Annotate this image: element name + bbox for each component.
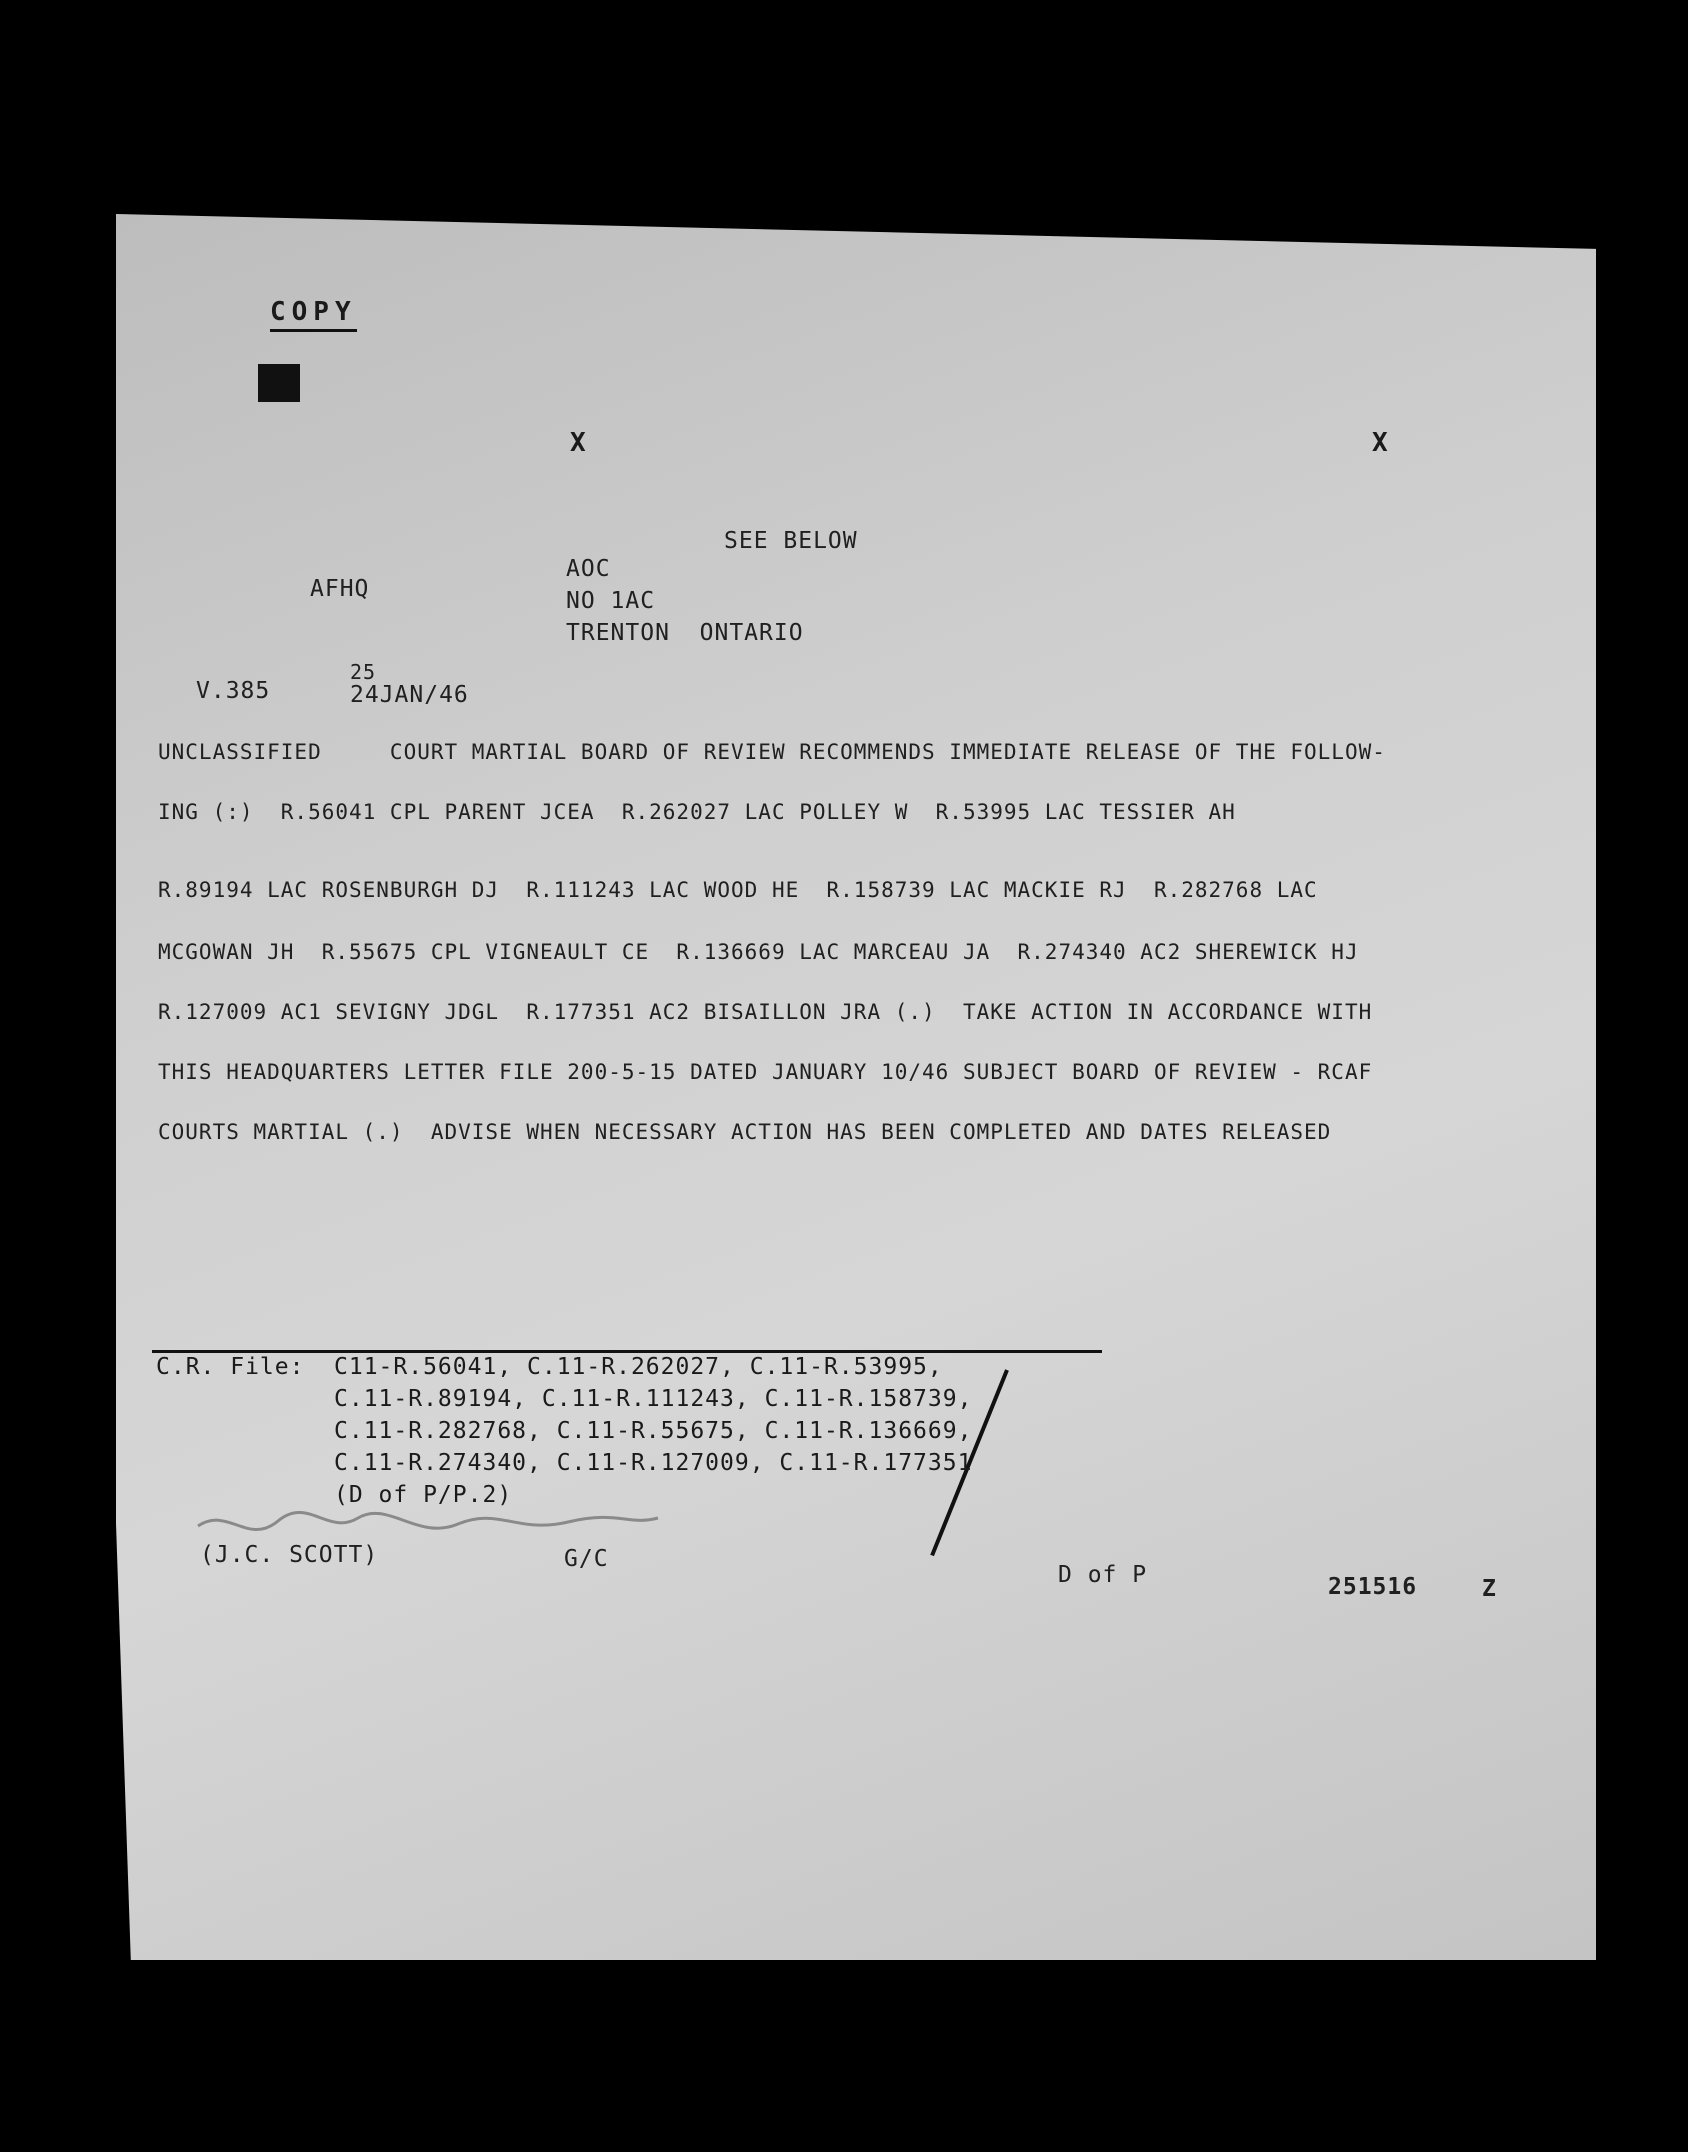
reference-date: 24JAN/46 xyxy=(350,682,469,708)
body-line-7: COURTS MARTIAL (.) ADVISE WHEN NECESSARY ACTION HAS BEEN COMPLETED AND DATES RELEASED xyxy=(158,1120,1332,1144)
body-line-5: R.127009 AC1 SEVIGNY JDGL R.177351 AC2 BISAILLON JRA (.) TAKE ACTION IN ACCORDANCE WITH xyxy=(158,1000,1373,1024)
to-line-2: NO 1AC xyxy=(566,588,656,614)
office-line: D of P xyxy=(1058,1562,1148,1588)
file-label: C.R. File: xyxy=(156,1354,305,1380)
to-line-3: TRENTON ONTARIO xyxy=(566,620,804,646)
document-page xyxy=(116,214,1596,1960)
to-line-1: AOC xyxy=(566,556,611,582)
time-group: 251516 xyxy=(1328,1574,1418,1600)
body-line-6: THIS HEADQUARTERS LETTER FILE 200-5-15 DATED JANUARY 10/46 SUBJECT BOARD OF REVIEW - RCAF xyxy=(158,1060,1373,1084)
signatory: (J.C. SCOTT) xyxy=(200,1542,379,1568)
x-mark-right: X xyxy=(1372,428,1388,458)
x-mark-left: X xyxy=(570,428,586,458)
signatory-rank: G/C xyxy=(564,1546,609,1572)
body-line-1: UNCLASSIFIED COURT MARTIAL BOARD OF REVIEW RECOMMENDS IMMEDIATE RELEASE OF THE FOLLOW- xyxy=(158,740,1386,764)
copy-stamp: COPY xyxy=(270,297,357,332)
file-line-2: C.11-R.89194, C.11-R.111243, C.11-R.158739, xyxy=(334,1386,973,1412)
ink-blot xyxy=(258,364,300,402)
body-line-2: ING (:) R.56041 CPL PARENT JCEA R.262027 LAC POLLEY W R.53995 LAC TESSIER AH xyxy=(158,800,1236,824)
body-line-3: R.89194 LAC ROSENBURGH DJ R.111243 LAC WOOD HE R.158739 LAC MACKIE RJ R.282768 LAC xyxy=(158,878,1318,902)
reference-number: V.385 xyxy=(196,678,271,704)
body-line-4: MCGOWAN JH R.55675 CPL VIGNEAULT CE R.136669 LAC MARCEAU JA R.274340 AC2 SHEREWICK HJ xyxy=(158,940,1359,964)
file-line-5: (D of P/P.2) xyxy=(334,1482,513,1508)
time-zone: Z xyxy=(1482,1576,1497,1602)
priority-line: SEE BELOW xyxy=(724,528,858,554)
date-correction: 25 xyxy=(350,660,377,684)
file-line-3: C.11-R.282768, C.11-R.55675, C.11-R.136669, xyxy=(334,1418,973,1444)
file-reference-rule xyxy=(152,1350,1102,1353)
file-line-4: C.11-R.274340, C.11-R.127009, C.11-R.177351 xyxy=(334,1450,973,1476)
file-line-1: C11-R.56041, C.11-R.262027, C.11-R.53995, xyxy=(334,1354,943,1380)
from-line: AFHQ xyxy=(310,576,370,602)
